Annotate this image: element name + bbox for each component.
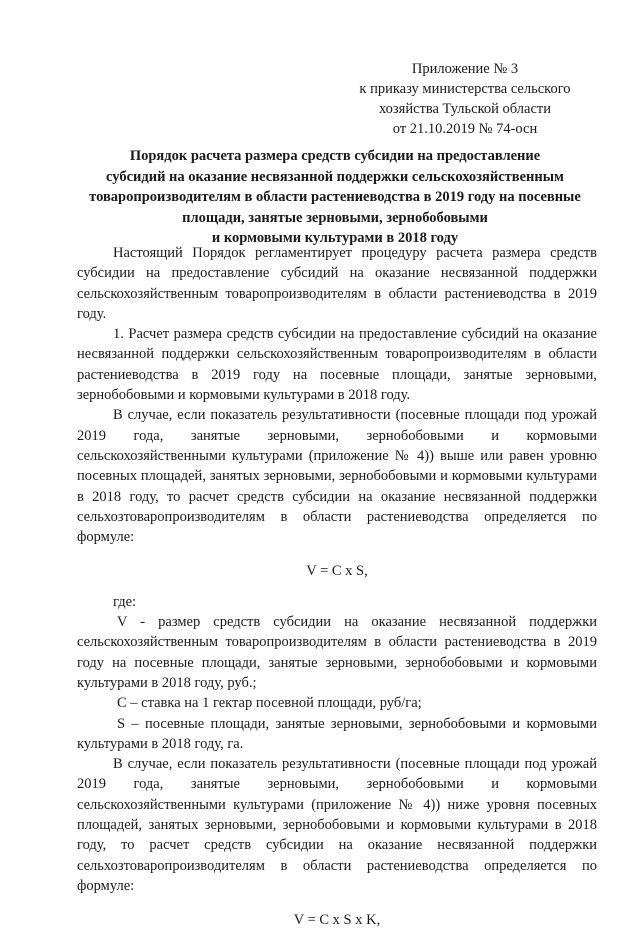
title-line-1: Порядок расчета размера средств субсидии на предоставление — [129, 148, 541, 164]
item-1-paragraph: 1. Расчет размера средств субсидии на предоставление субсидий на оказание несвязанной поддержки сельскохозяйственным товаропроизводителям в области растениеводства в 2019 году на посевные площади, занятые зерновыми, зернобобовыми и кормовыми культурами в 2018 году. — [77, 326, 597, 404]
formula-1: V = C x S, — [306, 563, 368, 580]
document-body — [77, 243, 597, 941]
formula-2: V = C x S x K, — [293, 912, 381, 929]
annex-block — [340, 59, 590, 139]
title-line-4: площади, занятые зерновыми, зернобобовыми — [182, 209, 488, 226]
title-line-3: товаропроизводителям в области растениеводства в 2019 году на посевные — [89, 189, 581, 205]
annex-order-ref: к приказу министерства сельского — [359, 81, 571, 97]
definition-s: S – посевные площади, занятые зерновыми, зернобобовыми и кормовыми культурами в 2018 году, га. — [77, 715, 597, 752]
case-2-paragraph: В случае, если показатель результативности (посевные площади под урожай 2019 года, занятые зерновыми, зернобобовыми и кормовыми сельскохозяйственными культурами (приложение № 4)) ниже уровня посевных площадей, занятых зерновыми, зернобобовыми и кормовыми культурами в 2018 году, то расчет средств субсидии на оказание несвязанной поддержки сельхозтоваропроизводителям в области растениеводства определяется по формуле: — [77, 756, 597, 894]
title-line-5: и кормовыми культурами в 2018 году — [211, 230, 459, 246]
annex-date-number: от 21.10.2019 № 74-осн — [392, 121, 538, 137]
where-label: где: — [113, 593, 137, 610]
definition-v: V - размер средств субсидии на оказание несвязанной поддержки сельскохозяйственным товаропроизводителям в области растениеводства в 2019 году на посевные площади, занятые зерновыми, зернобобовыми и кормовыми культурами в 2018 году, руб.; — [77, 614, 597, 691]
intro-paragraph: Настоящий Порядок регламентирует процедуру расчета размера средств субсидии на предоставление субсидий на оказание несвязанной поддержки сельскохозяйственным товаропроизводителям в области растениеводства в 2019 году. — [77, 245, 597, 322]
case-1-paragraph: В случае, если показатель результативности (посевные площади под урожай 2019 года, занятые зерновыми, зернобобовыми и кормовыми сельскохозяйственными культурами (приложение № 4)) выше или равен уровню посевных площадей, занятых зерновыми, зернобобовыми и кормовыми культурами в 2018 году, то расчет средств субсидии на оказание несвязанной поддержки сельхозтоваропроизводителям в области растениеводства определяется по формуле: — [77, 407, 597, 546]
definition-c: С – ставка на 1 гектар посевной площади, руб/га; — [117, 695, 422, 712]
title-line-2: субсидий на оказание несвязанной поддержки сельскохозяйственным — [106, 168, 564, 185]
document-title — [70, 146, 600, 249]
annex-number: Приложение № 3 — [411, 61, 519, 77]
annex-ministry: хозяйства Тульской области — [378, 101, 552, 117]
